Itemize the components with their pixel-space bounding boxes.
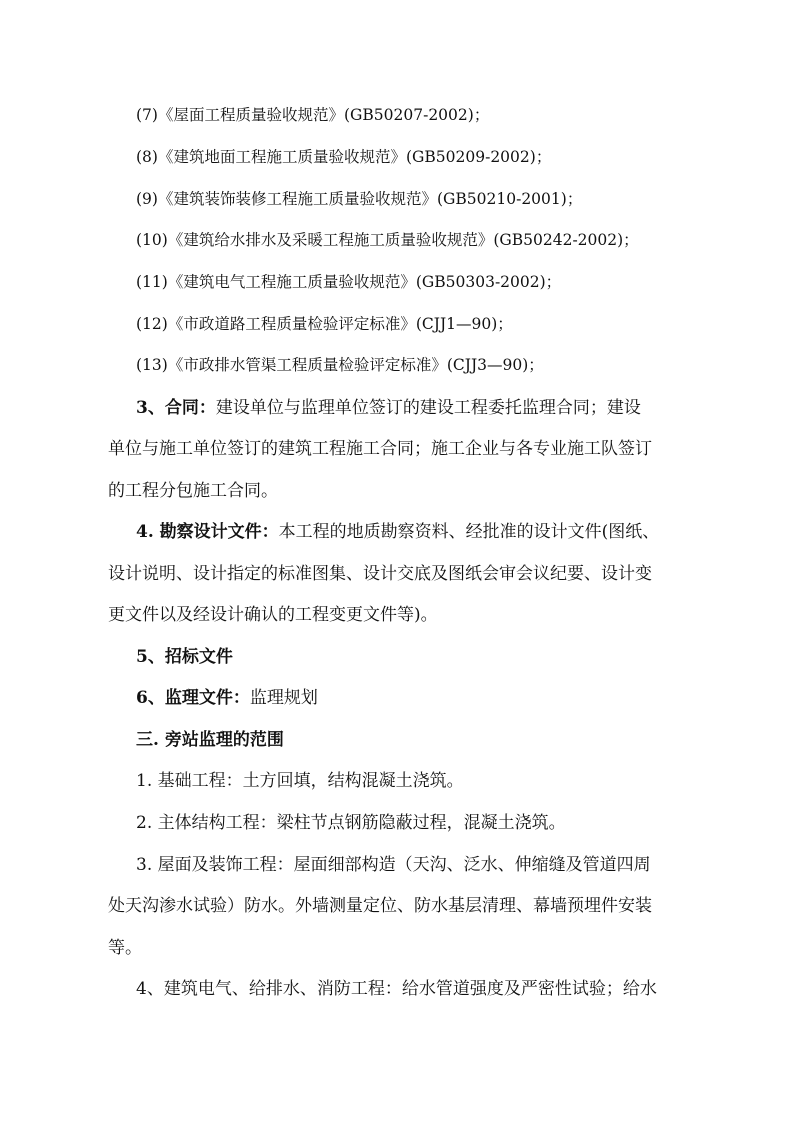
scope-item-2: 2. 主体结构工程：梁柱节点钢筋隐蔽过程，混凝土浇筑。 bbox=[136, 813, 566, 833]
item4-text-line3: 更文件以及经设计确认的工程变更文件等)。 bbox=[108, 605, 438, 625]
item3-text-line3: 的工程分包施工合同。 bbox=[108, 481, 278, 501]
item4-label: 4. 勘察设计文件： bbox=[136, 522, 279, 542]
standard-item-10: (10)《建筑给水排水及采暖工程施工质量验收规范》(GB50242-2002)； bbox=[136, 231, 639, 249]
item6-paragraph bbox=[136, 690, 318, 707]
item5-label: 5、招标文件 bbox=[136, 647, 233, 667]
item4-text-line1: 本工程的地质勘察资料、经批准的设计文件(图纸、 bbox=[278, 522, 660, 542]
item6-label: 6、监理文件： bbox=[136, 688, 250, 708]
item3-text-line2: 单位与施工单位签订的建筑工程施工合同；施工企业与各专业施工队签订 bbox=[108, 439, 652, 459]
scope-item-3-line3: 等。 bbox=[108, 938, 142, 958]
standard-item-13: (13)《市政排水管渠工程质量检验评定标准》(CJJ3—90)； bbox=[136, 356, 544, 374]
scope-item-3-line2: 处天沟渗水试验）防水。外墙测量定位、防水基层清理、幕墙预埋件安装 bbox=[108, 896, 652, 916]
scope-item-1: 1. 基础工程：土方回填，结构混凝土浇筑。 bbox=[136, 771, 464, 791]
scope-item-3-line1: 3. 屋面及装饰工程：屋面细部构造（天沟、泛水、伸缩缝及管道四周 bbox=[136, 855, 651, 875]
item3-text-line1: 建设单位与监理单位签订的建设工程委托监理合同；建设 bbox=[215, 398, 641, 418]
item4-text-line2: 设计说明、设计指定的标准图集、设计交底及图纸会审会议纪要、设计变 bbox=[108, 564, 652, 584]
standard-item-11: (11)《建筑电气工程施工质量验收规范》(GB50303-2002)； bbox=[136, 273, 562, 291]
scope-item-4-line1: 4、建筑电气、给排水、消防工程：给水管道强度及严密性试验；给水 bbox=[136, 979, 657, 999]
standard-item-7: (7)《屋面工程质量验收规范》(GB50207-2002)； bbox=[136, 106, 490, 124]
item3-label: 3、合同： bbox=[136, 398, 216, 418]
item6-text: 监理规划 bbox=[249, 688, 318, 708]
standard-item-8: (8)《建筑地面工程施工质量验收规范》(GB50209-2002)； bbox=[136, 148, 552, 166]
item4-paragraph-line1 bbox=[136, 524, 659, 541]
item3-paragraph-line1 bbox=[136, 400, 641, 417]
standard-item-12: (12)《市政道路工程质量检验评定标准》(CJJ1—90)； bbox=[136, 315, 513, 333]
section3-heading: 三. 旁站监理的范围 bbox=[136, 730, 284, 750]
standard-item-9: (9)《建筑装饰装修工程施工质量验收规范》(GB50210-2001)； bbox=[136, 190, 583, 208]
